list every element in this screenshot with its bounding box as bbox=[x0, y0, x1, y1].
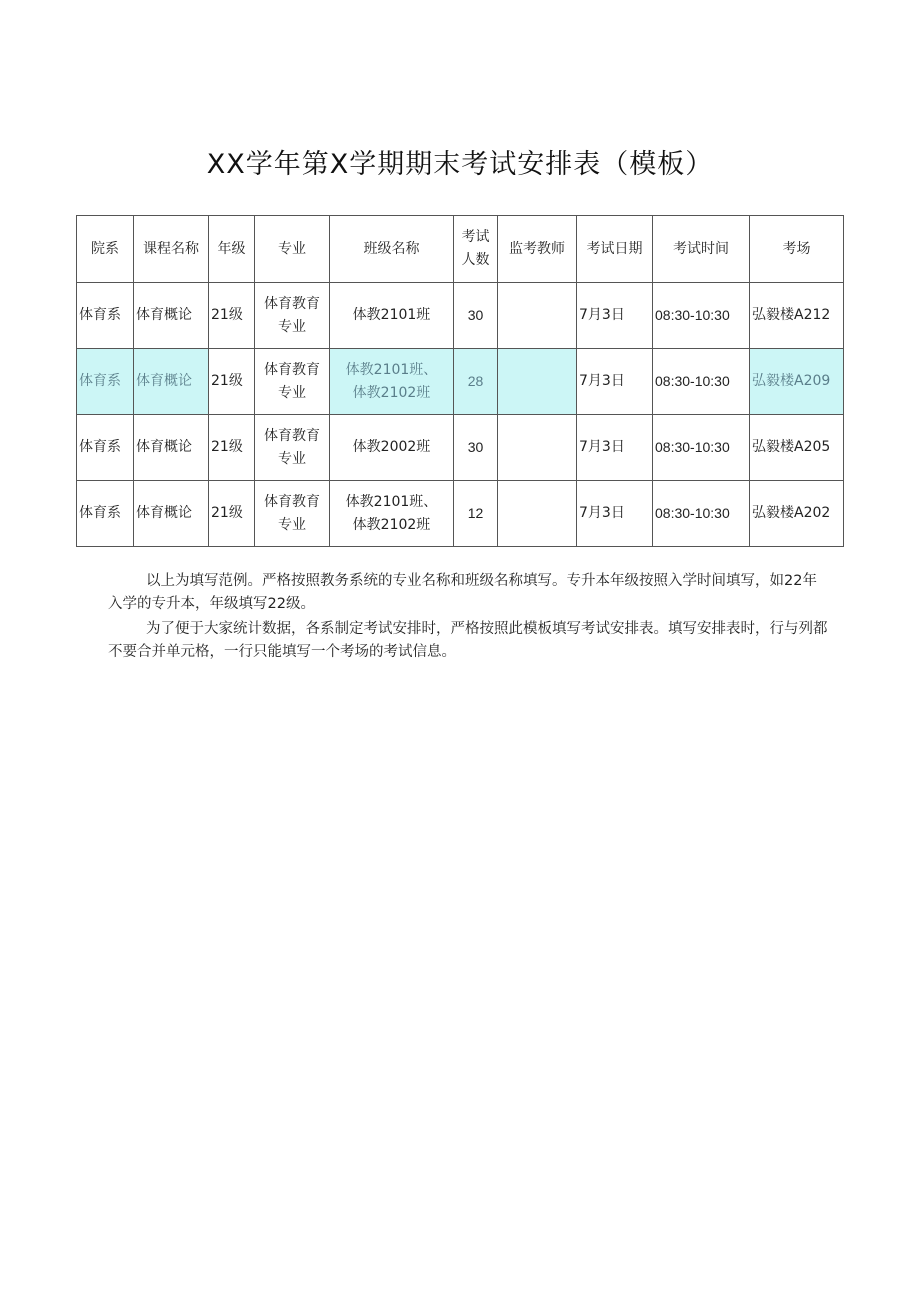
cell-class-line1: 体教2101班、 bbox=[345, 493, 438, 510]
header-exam-room: 考场 bbox=[750, 216, 844, 283]
header-class-name: 班级名称 bbox=[330, 216, 454, 283]
cell-department: 体育系 bbox=[77, 283, 134, 349]
cell-major-line1: 体育教育 bbox=[264, 493, 320, 510]
cell-course: 体育概论 bbox=[134, 349, 209, 415]
cell-exam-time: 08:30-10:30 bbox=[653, 415, 750, 481]
cell-exam-count: 30 bbox=[454, 283, 498, 349]
header-proctor: 监考教师 bbox=[498, 216, 577, 283]
cell-class-name bbox=[330, 481, 454, 547]
cell-major bbox=[255, 283, 330, 349]
cell-major bbox=[255, 349, 330, 415]
cell-exam-time: 08:30-10:30 bbox=[653, 349, 750, 415]
table-row bbox=[77, 415, 844, 481]
header-exam-count-line2: 人数 bbox=[461, 252, 490, 268]
cell-exam-count: 28 bbox=[454, 349, 498, 415]
cell-exam-room: 弘毅楼A209 bbox=[750, 349, 844, 415]
table-row bbox=[77, 481, 844, 547]
cell-class-line2: 体教2102班 bbox=[352, 384, 431, 401]
cell-exam-time: 08:30-10:30 bbox=[653, 481, 750, 547]
cell-class-line1: 体教2101班、 bbox=[345, 361, 438, 378]
cell-exam-date: 7月3日 bbox=[577, 349, 653, 415]
header-exam-time: 考试时间 bbox=[653, 216, 750, 283]
header-exam-date: 考试日期 bbox=[577, 216, 653, 283]
cell-major-line1: 体育教育 bbox=[264, 295, 320, 312]
cell-exam-room: 弘毅楼A212 bbox=[750, 283, 844, 349]
cell-major-line2: 专业 bbox=[278, 318, 306, 335]
table-header-row bbox=[77, 216, 844, 283]
cell-proctor bbox=[498, 283, 577, 349]
header-major: 专业 bbox=[255, 216, 330, 283]
cell-class-name bbox=[330, 283, 454, 349]
cell-major-line1: 体育教育 bbox=[264, 361, 320, 378]
cell-proctor bbox=[498, 481, 577, 547]
cell-grade: 21级 bbox=[209, 283, 255, 349]
note-paragraph-1: 以上为填写范例。严格按照教务系统的专业名称和班级名称填写。专升本年级按照入学时间填写，如22年入学的专升本，年级填写22级。 bbox=[108, 573, 817, 612]
exam-schedule-table bbox=[76, 215, 844, 547]
instructions-notes bbox=[108, 570, 828, 666]
cell-class-line2: 体教2102班 bbox=[352, 516, 431, 533]
cell-exam-date: 7月3日 bbox=[577, 283, 653, 349]
header-department: 院系 bbox=[77, 216, 134, 283]
cell-major-line1: 体育教育 bbox=[264, 427, 320, 444]
note-paragraph-2: 为了便于大家统计数据，各系制定考试安排时，严格按照此模板填写考试安排表。填写安排表时，行与列都不要合并单元格，一行只能填写一个考场的考试信息。 bbox=[108, 621, 828, 660]
cell-class-name bbox=[330, 349, 454, 415]
table-row bbox=[77, 283, 844, 349]
cell-class-name bbox=[330, 415, 454, 481]
cell-exam-date: 7月3日 bbox=[577, 481, 653, 547]
header-grade: 年级 bbox=[209, 216, 255, 283]
header-exam-count-line1: 考试 bbox=[461, 229, 490, 245]
cell-grade: 21级 bbox=[209, 349, 255, 415]
cell-exam-room: 弘毅楼A202 bbox=[750, 481, 844, 547]
cell-major-line2: 专业 bbox=[278, 384, 306, 401]
cell-major-line2: 专业 bbox=[278, 450, 306, 467]
cell-exam-count: 30 bbox=[454, 415, 498, 481]
cell-class-line1: 体教2002班 bbox=[352, 439, 431, 455]
table-row bbox=[77, 349, 844, 415]
cell-course: 体育概论 bbox=[134, 415, 209, 481]
cell-department: 体育系 bbox=[77, 481, 134, 547]
cell-exam-date: 7月3日 bbox=[577, 415, 653, 481]
cell-department: 体育系 bbox=[77, 349, 134, 415]
cell-exam-count: 12 bbox=[454, 481, 498, 547]
cell-course: 体育概论 bbox=[134, 481, 209, 547]
header-exam-count bbox=[454, 216, 498, 283]
cell-exam-time: 08:30-10:30 bbox=[653, 283, 750, 349]
cell-major-line2: 专业 bbox=[278, 516, 306, 533]
cell-major bbox=[255, 415, 330, 481]
cell-department: 体育系 bbox=[77, 415, 134, 481]
header-course: 课程名称 bbox=[134, 216, 209, 283]
cell-course: 体育概论 bbox=[134, 283, 209, 349]
cell-proctor bbox=[498, 349, 577, 415]
cell-grade: 21级 bbox=[209, 415, 255, 481]
cell-proctor bbox=[498, 415, 577, 481]
cell-exam-room: 弘毅楼A205 bbox=[750, 415, 844, 481]
cell-grade: 21级 bbox=[209, 481, 255, 547]
cell-class-line1: 体教2101班 bbox=[352, 307, 431, 323]
cell-major bbox=[255, 481, 330, 547]
page-title: XX学年第X学期期末考试安排表（模板） bbox=[206, 149, 714, 180]
